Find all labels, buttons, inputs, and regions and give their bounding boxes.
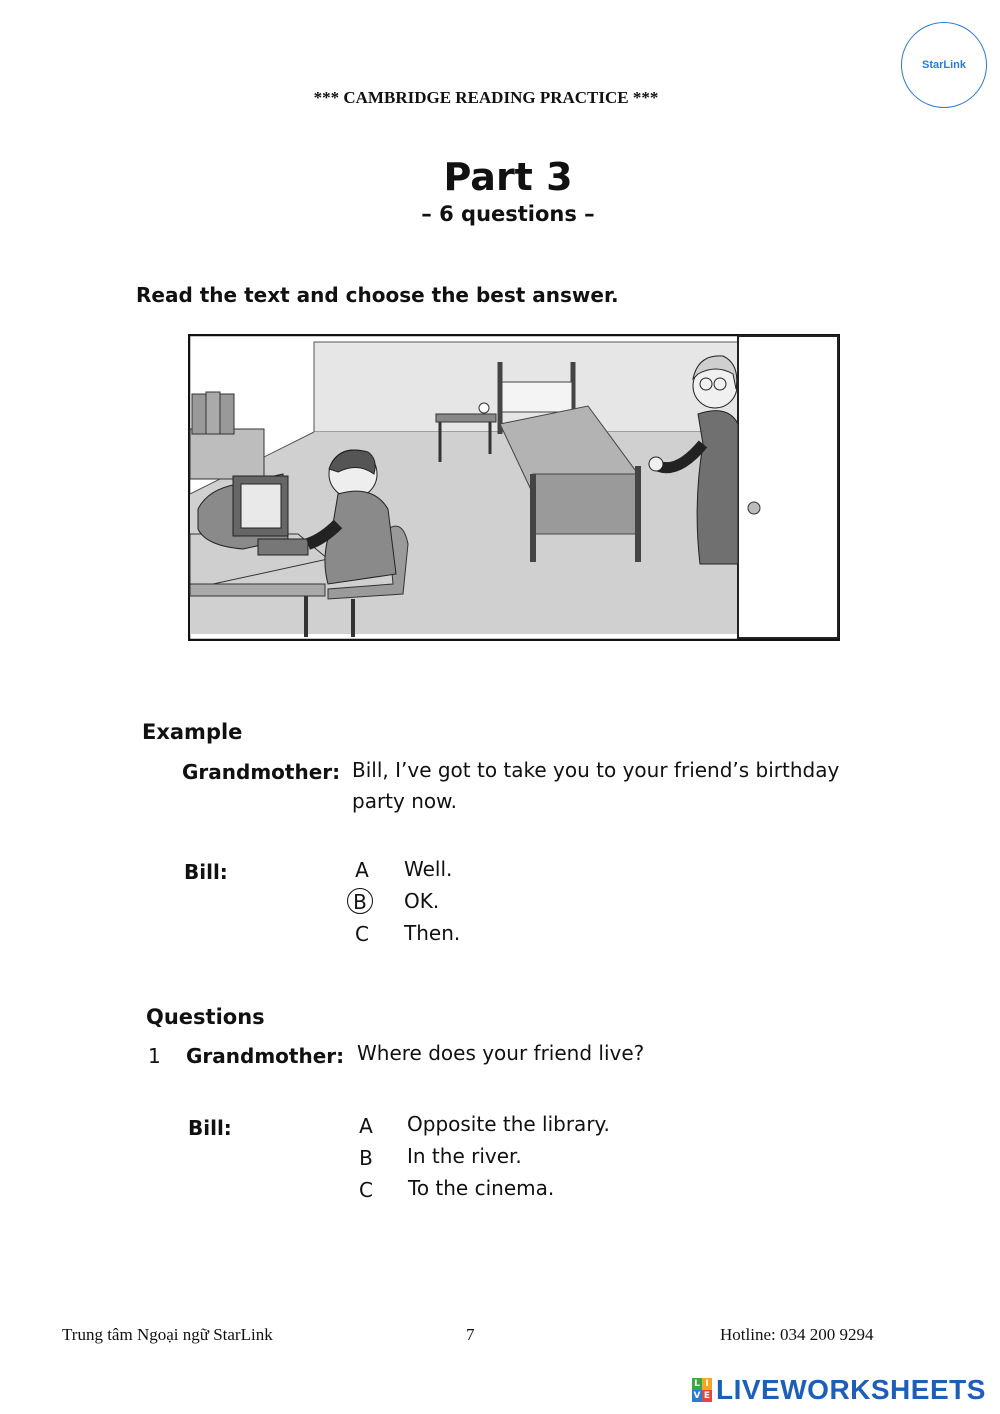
question-1-line: Where does your friend live? bbox=[357, 1041, 645, 1065]
questions-label: Questions bbox=[146, 1005, 265, 1029]
liveworksheets-brand[interactable] bbox=[692, 1374, 986, 1406]
brand-icon-letter-e: E bbox=[703, 1391, 711, 1401]
example-label: Example bbox=[142, 720, 243, 744]
example-option-b-text: OK. bbox=[404, 889, 440, 913]
instruction-text: Read the text and choose the best answer. bbox=[136, 283, 619, 307]
logo-text: StarLink bbox=[921, 59, 966, 71]
question-1-option-c-letter[interactable]: C bbox=[359, 1178, 373, 1202]
question-1-option-b-letter[interactable]: B bbox=[359, 1146, 373, 1170]
liveworksheets-icon bbox=[692, 1378, 712, 1402]
example-option-b-letter-circled: B bbox=[347, 888, 373, 914]
footer-page-number: 7 bbox=[466, 1325, 475, 1344]
part-subtitle: – 6 questions – bbox=[421, 202, 595, 226]
footer-center-name: Trung tâm Ngoại ngữ StarLink bbox=[62, 1325, 273, 1344]
brand-icon-letter-v: V bbox=[693, 1391, 701, 1401]
example-option-c-text: Then. bbox=[404, 921, 461, 945]
liveworksheets-text: LIVEWORKSHEETS bbox=[716, 1374, 986, 1405]
brand-icon-letter-l: L bbox=[692, 1378, 702, 1390]
page-header-title: *** CAMBRIDGE READING PRACTICE *** bbox=[313, 88, 659, 107]
question-1-option-c-text[interactable]: To the cinema. bbox=[408, 1176, 555, 1200]
starlink-logo bbox=[901, 22, 987, 108]
question-1-speaker-bill: Bill: bbox=[188, 1116, 232, 1140]
example-speaker-grandmother: Grandmother: bbox=[182, 760, 341, 784]
brand-icon-letter-i: I bbox=[702, 1378, 712, 1390]
question-1-option-a-text[interactable]: Opposite the library. bbox=[407, 1112, 610, 1136]
part-title: Part 3 bbox=[443, 155, 573, 199]
question-1-speaker-grandmother: Grandmother: bbox=[186, 1044, 345, 1068]
question-1-number: 1 bbox=[148, 1044, 161, 1068]
question-1-option-b-text[interactable]: In the river. bbox=[407, 1144, 522, 1168]
example-speaker-bill: Bill: bbox=[184, 860, 228, 884]
example-option-c-letter: C bbox=[355, 922, 369, 946]
example-line-1: Bill, I’ve got to take you to your friend’s birthday bbox=[352, 758, 840, 782]
footer-hotline: Hotline: 034 200 9294 bbox=[720, 1325, 874, 1344]
example-line-2: party now. bbox=[352, 789, 457, 813]
question-1-option-a-letter[interactable]: A bbox=[359, 1114, 373, 1138]
example-option-a-letter: A bbox=[355, 858, 369, 882]
scene-illustration bbox=[188, 334, 840, 641]
example-option-a-text: Well. bbox=[404, 857, 453, 881]
